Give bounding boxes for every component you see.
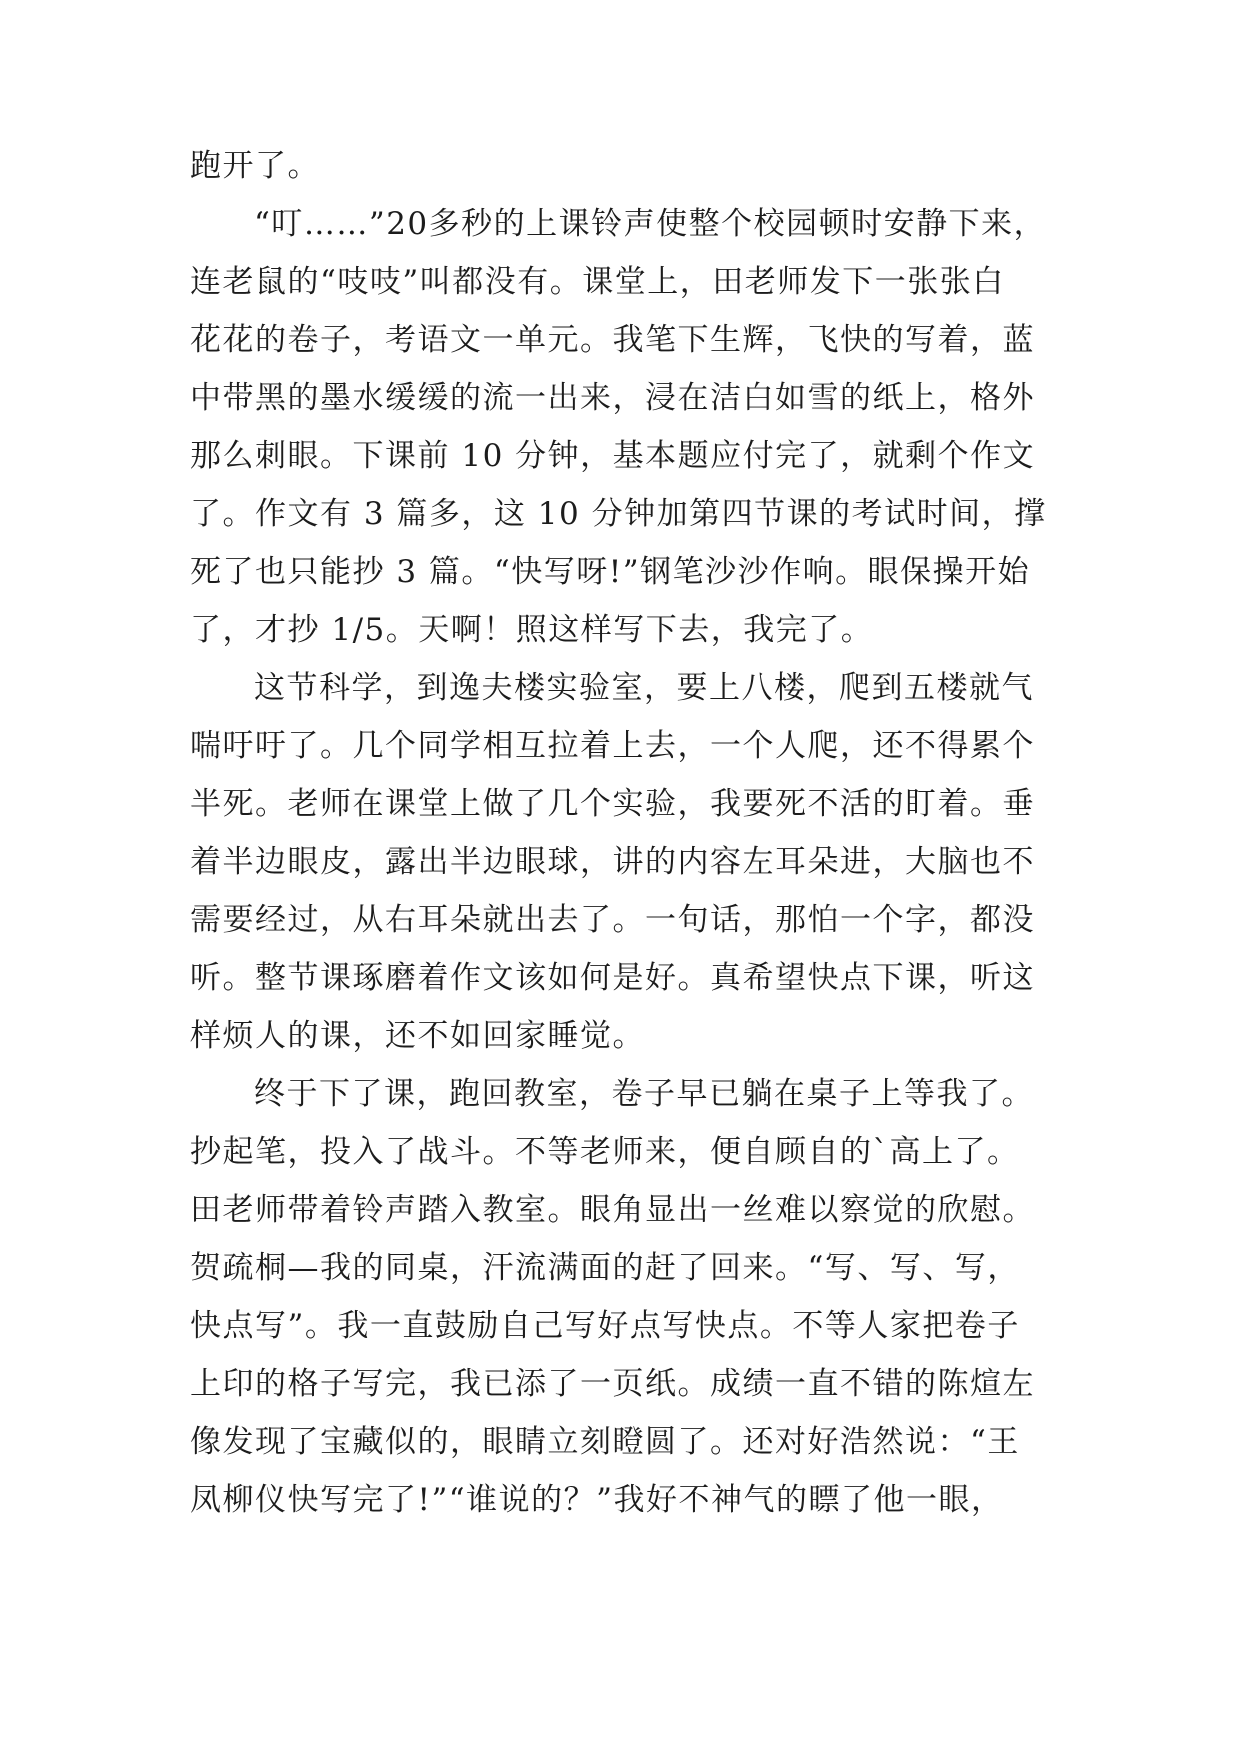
text-line: 那么刺眼。下课前 10 分钟，基本题应付完了，就剩个作文 (190, 438, 1036, 474)
text-line: “叮……”20多秒的上课铃声使整个校园顿时安静下来， (254, 206, 1047, 242)
text-line: 快点写”。我一直鼓励自己写好点写快点。不等人家把卷子 (190, 1308, 1020, 1344)
text-line: 田老师带着铃声踏入教室。眼角显出一丝难以察觉的欣慰。 (190, 1192, 1035, 1228)
text-line: 半死。老师在课堂上做了几个实验，我要死不活的盯着。垂 (190, 786, 1035, 822)
text-line: 上印的格子写完，我已添了一页纸。成绩一直不错的陈煊左 (190, 1366, 1035, 1402)
text-line: 喘吁吁了。几个同学相互拉着上去，一个人爬，还不得累个 (190, 728, 1035, 764)
text-line: 像发现了宝藏似的，眼睛立刻瞪圆了。还对好浩然说：“王 (190, 1424, 1020, 1460)
text-line: 死了也只能抄 3 篇。“快写呀!”钢笔沙沙作响。眼保操开始 (190, 554, 1031, 590)
text-line: 样烦人的课，还不如回家睡觉。 (190, 1018, 645, 1054)
text-line: 凤柳仪快写完了!”“谁说的？”我好不神气的瞟了他一眼， (190, 1482, 1004, 1518)
text-line: 需要经过，从右耳朵就出去了。一句话，那怕一个字，都没 (190, 902, 1035, 938)
text-line: 连老鼠的“吱吱”叫都没有。课堂上，田老师发下一张张白 (190, 264, 1005, 300)
text-line: 着半边眼皮，露出半边眼球，讲的内容左耳朵进，大脑也不 (190, 844, 1035, 880)
text-line: 这节科学，到逸夫楼实验室，要上八楼，爬到五楼就气 (254, 670, 1034, 706)
text-line: 了。作文有 3 篇多，这 10 分钟加第四节课的考试时间，撑 (190, 496, 1047, 532)
text-line: 听。整节课琢磨着作文该如何是好。真希望快点下课，听这 (190, 960, 1035, 996)
text-line: 终于下了课，跑回教室，卷子早已躺在桌子上等我了。 (254, 1076, 1034, 1112)
text-line: 中带黑的墨水缓缓的流一出来，浸在洁白如雪的纸上，格外 (190, 380, 1035, 416)
text-line: 花花的卷子，考语文一单元。我笔下生辉，飞快的写着，蓝 (190, 322, 1035, 358)
text-line: 贺疏桐—我的同桌，汗流满面的赶了回来。“写、写、写， (190, 1250, 1020, 1286)
text-line: 抄起笔，投入了战斗。不等老师来，便自顾自的`高上了。 (190, 1134, 1020, 1170)
text-line: 了，才抄 1/5。天啊！照这样写下去，我完了。 (190, 612, 874, 648)
text-line: 跑开了。 (190, 148, 320, 184)
